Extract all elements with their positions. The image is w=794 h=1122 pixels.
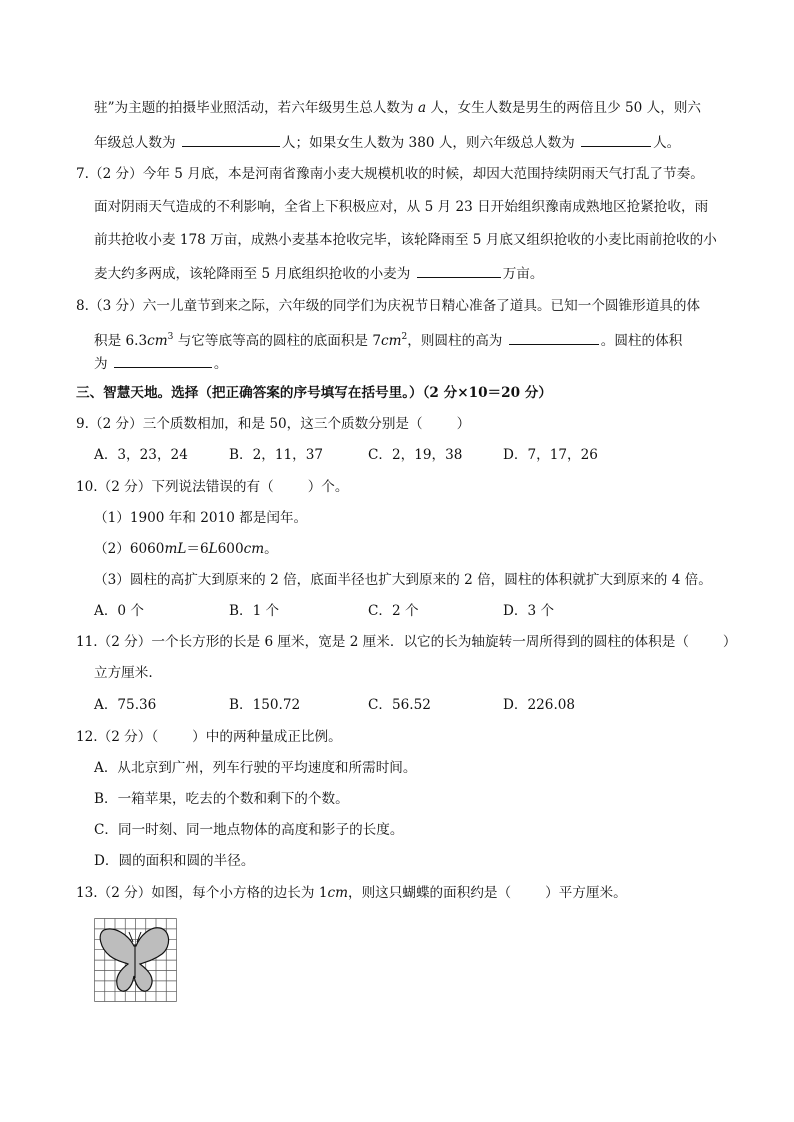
q8-text-2d: 。圆柱的体积	[600, 333, 683, 349]
q8-answer-blank-1[interactable]	[509, 329, 599, 345]
q10-s2-unit-l: L	[208, 541, 218, 557]
q11-option-a: A．75.36	[94, 697, 157, 713]
q7-answer-blank[interactable]	[417, 262, 501, 278]
q10-option-d: D．3 个	[503, 603, 555, 619]
q8-text-3b: 。	[213, 356, 228, 372]
q9-option-d: D．7，17，26	[503, 447, 598, 463]
q6-text-1b: 人，女生人数是男生的两倍且少 50 人，则六	[430, 100, 702, 116]
q10-s2-unit-cm: cm	[243, 541, 265, 557]
butterfly-grid-figure	[94, 918, 177, 1002]
q12-option-d: D．圆的面积和圆的半径。	[94, 853, 255, 869]
q10-s2-d: 。	[264, 541, 278, 557]
q9-stem-text: 9.（2 分）三个质数相加，和是 50，这三个质数分别是（	[76, 416, 423, 432]
q9-stem	[76, 414, 470, 434]
q13-stem-a: 13.（2 分）如图，每个小方格的边长为 1	[76, 885, 328, 901]
q12-stem	[76, 727, 342, 747]
q8-line2	[94, 329, 682, 351]
q8-line1	[76, 296, 700, 316]
q8-number: 8.	[76, 298, 89, 314]
q13-stem	[76, 883, 627, 903]
q9-option-b: B．2，11，37	[229, 447, 324, 463]
q6-text-2c: 人。	[653, 135, 681, 151]
q10-statement-2	[94, 539, 278, 559]
q7-text-1: 今年 5 月底，本是河南省豫南小麦大规模机收的时候，却因大范围持续阴雨天气打乱了节奏。	[142, 166, 704, 182]
q7-line4	[94, 262, 543, 284]
q7-score: （2 分）	[88, 166, 143, 182]
q6-text-1: 驻”为主题的拍摄毕业照活动，若六年级男生总人数为	[94, 100, 414, 116]
q12-stem-a: 12.（2 分）（	[76, 729, 159, 745]
q7-text-4a: 麦大约多两成，该轮降雨至 5 月底组织抢收的小麦为	[94, 266, 411, 282]
q6-var-a: a	[417, 100, 427, 116]
q12-option-c: C．同一时刻、同一地点物体的高度和影子的长度。	[94, 822, 404, 838]
q8-unit-cm2: cm	[381, 333, 402, 349]
q11-option-d: D．226.08	[503, 697, 576, 713]
q11-option-b: B．150.72	[229, 697, 301, 713]
q8-unit-cm3: cm	[147, 333, 168, 349]
q7-text-3: 前共抢收小麦 178 万亩，成熟小麦基本抢收完毕，该轮降雨至 5 月底又组织抢收的小麦比雨前抢收的小	[94, 232, 717, 248]
q9-option-c: C．2，19，38	[368, 447, 463, 463]
q9-option-a: A．3，23，24	[94, 447, 188, 463]
q6-text-2a: 年级总人数为	[94, 135, 176, 151]
q10-option-b: B．1 个	[229, 603, 280, 619]
q7-line3	[94, 230, 717, 250]
q6-answer-blank-2[interactable]	[581, 131, 651, 147]
q7-line1	[76, 164, 704, 184]
q11-option-c: C．56.52	[368, 697, 431, 713]
q8-text-2b: 与它等底等高的圆柱的底面积是 7	[173, 333, 381, 349]
q13-unit-cm: cm	[327, 885, 348, 901]
q7-line2	[94, 197, 708, 217]
q10-stem-b: ）个。	[307, 479, 349, 495]
q6-answer-blank-1[interactable]	[182, 131, 280, 147]
q13-stem-c: ）平方厘米。	[545, 885, 627, 901]
q7-number: 7.	[76, 166, 89, 182]
q13-stem-b: ，则这只蝴蝶的面积约是（	[347, 885, 512, 901]
q8-line3	[94, 352, 228, 374]
section-3-heading: 三、智慧天地。选择（把正确答案的序号填写在括号里。）（2 分×10＝20 分）	[76, 385, 552, 401]
q8-answer-blank-2[interactable]	[114, 352, 212, 368]
q10-s2-c: 600	[217, 541, 244, 557]
q9-close-paren: ）	[456, 416, 471, 432]
q10-statement-1: （1）1900 年和 2010 都是闰年。	[94, 510, 308, 526]
q12-stem-b: ）中的两种量成正比例。	[192, 729, 342, 745]
q10-stem-a: 10.（2 分）下列说法错误的有（	[76, 479, 274, 495]
q10-option-c: C．2 个	[368, 603, 419, 619]
q7-text-2: 面对阴雨天气造成的不利影响，全省上下积极应对，从 5 月 23 日开始组织豫南成熟地区抢紧抢收，雨	[94, 199, 709, 215]
q10-s2-a: （2）6060	[94, 541, 165, 557]
q10-s2-b: ＝6	[186, 541, 209, 557]
q11-stem-text: 11.（2 分）一个长方形的长是 6 厘米，宽是 2 厘米．以它的长为轴旋转一周所得到的圆柱的体积是（	[76, 634, 689, 650]
q8-score: （3 分）	[88, 298, 143, 314]
q8-text-1: 六一儿童节到来之际，六年级的同学们为庆祝节日精心准备了道具。已知一个圆锥形道具的体	[142, 298, 701, 314]
q8-text-2c: ，则圆柱的高为	[407, 333, 503, 349]
q10-statement-3: （3）圆柱的高扩大到原来的 2 倍，底面半径也扩大到原来的 2 倍，圆柱的体积就扩大到原来的 4 倍。	[94, 572, 712, 588]
q8-text-3a: 为	[94, 356, 108, 372]
q10-s2-unit-ml: mL	[164, 541, 187, 557]
q8-sup-2: 2	[401, 332, 408, 342]
q11-stem	[76, 632, 737, 652]
q8-sup-3: 3	[167, 332, 174, 342]
q12-option-a: A．从北京到广州，列车行驶的平均速度和所需时间。	[94, 760, 417, 776]
q11-stem-line2: 立方厘米.	[94, 665, 153, 681]
butterfly-shape	[100, 928, 168, 991]
q10-stem	[76, 477, 349, 497]
q12-option-b: B．一箱苹果，吃去的个数和剩下的个数。	[94, 791, 349, 807]
q6-text-2b: 人；如果女生人数为 380 人，则六年级总人数为	[281, 135, 575, 151]
q11-close-paren: ）	[722, 634, 737, 650]
q10-option-a: A．0 个	[94, 603, 144, 619]
q6-line1	[94, 98, 701, 118]
q7-text-4b: 万亩。	[502, 266, 544, 282]
q8-text-2a: 积是 6.3	[94, 333, 148, 349]
q6-line2	[94, 131, 680, 153]
